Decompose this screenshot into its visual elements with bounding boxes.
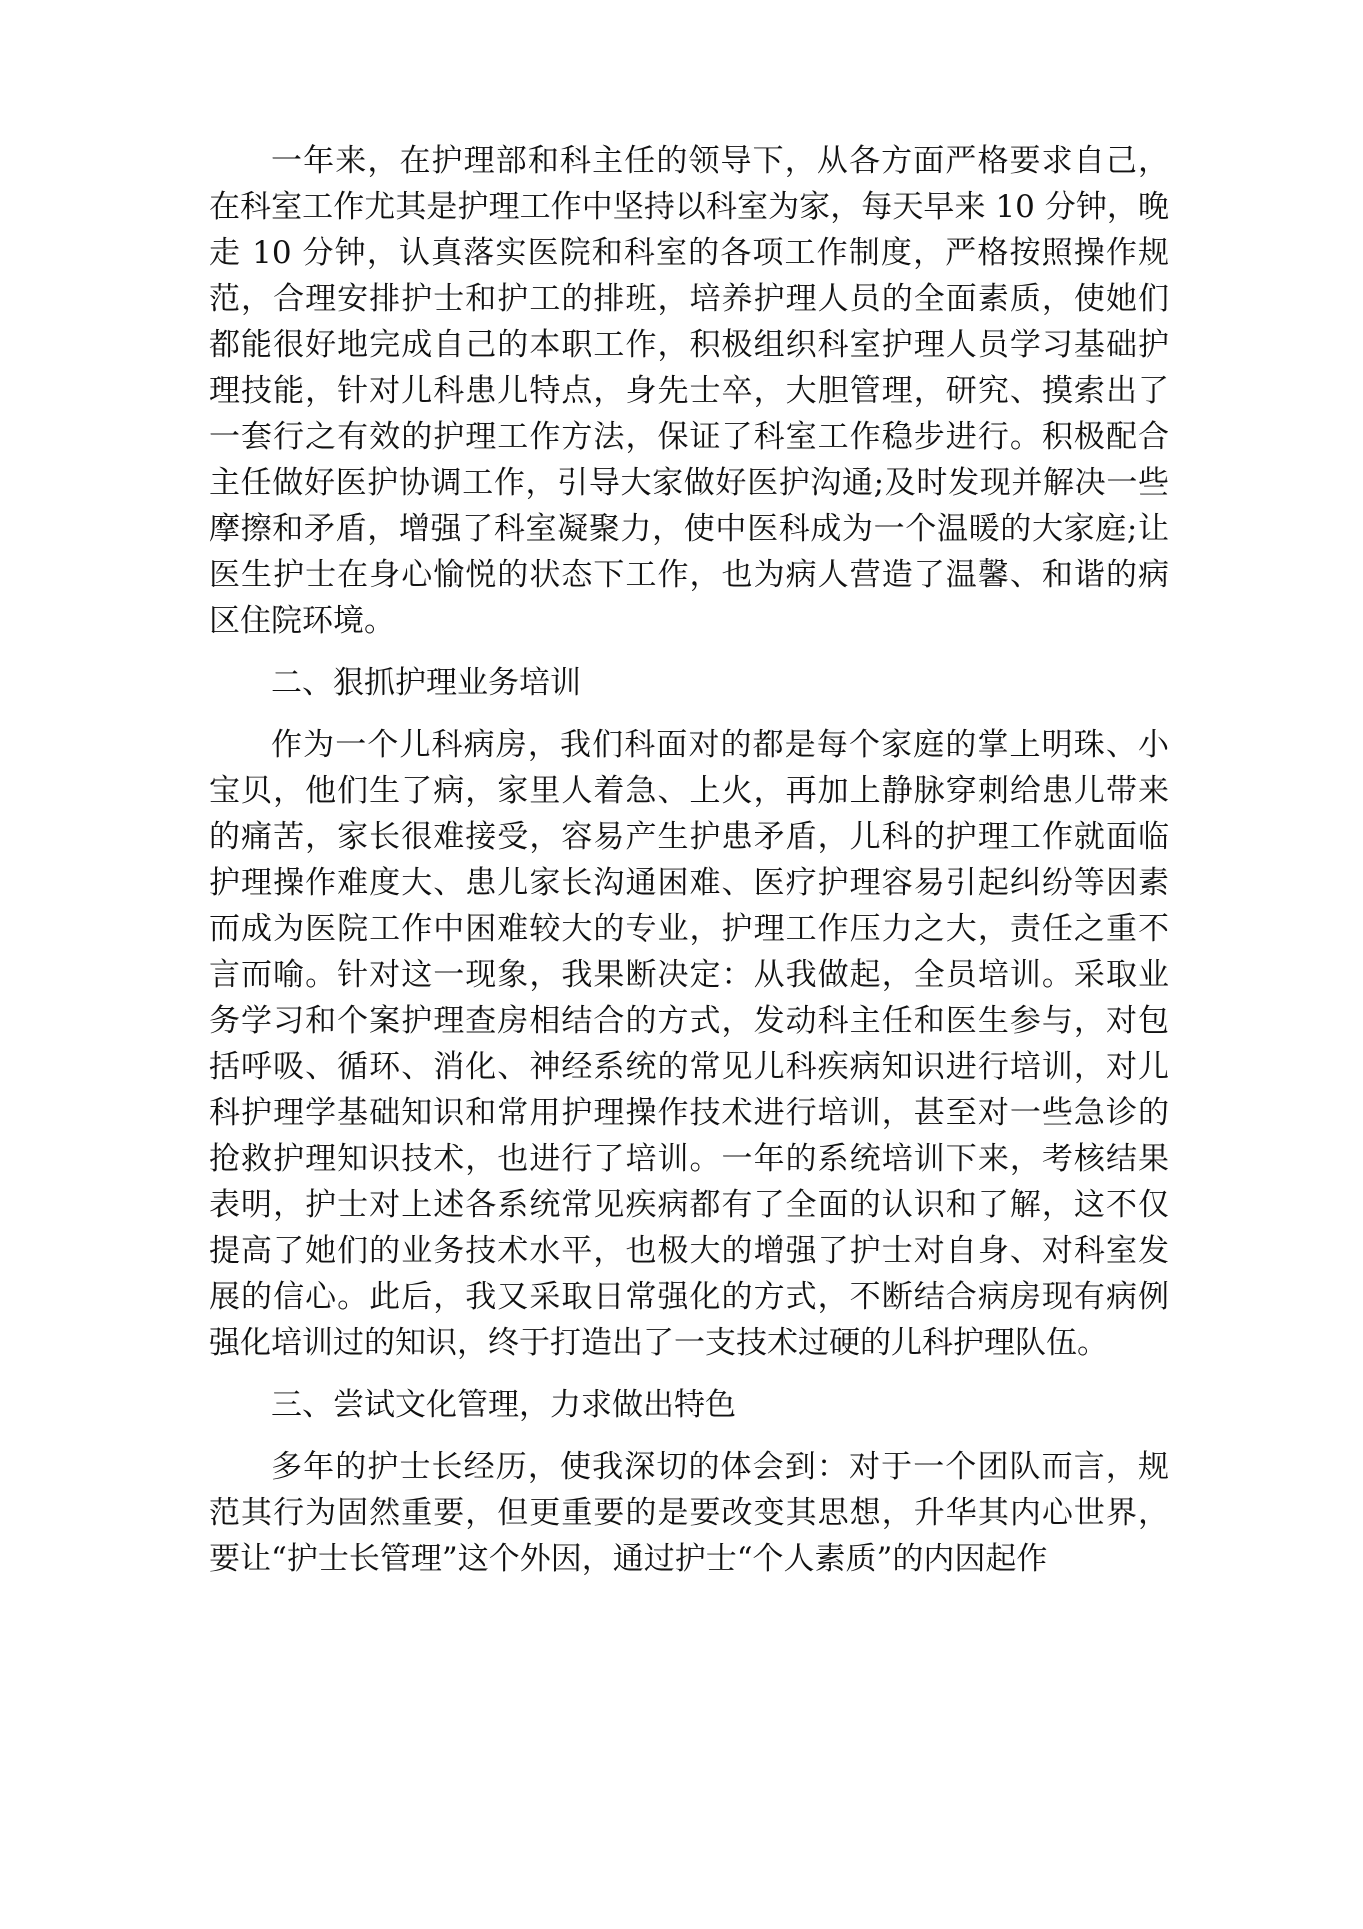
paragraph-training: 作为一个儿科病房，我们科面对的都是每个家庭的掌上明珠、小宝贝，他们生了病，家里人着急、上火，再加上静脉穿刺给患儿带来的痛苦，家长很难接受，容易产生护患矛盾，儿科的护理工作就面临护理操作难度大、患儿家长沟通困难、医疗护理容易引起纠纷等因素而成为医院工作中困难较大的专业，护理工作压力之大，责任之重不言而喻。针对这一现象，我果断决定：从我做起，全员培训。采取业务学习和个案护理查房相结合的方式，发动科主任和医生参与，对包括呼吸、循环、消化、神经系统的常见儿科疾病知识进行培训，对儿科护理学基础知识和常用护理操作技术进行培训，甚至对一些急诊的抢救护理知识技术，也进行了培训。一年的系统培训下来，考核结果表明，护士对上述各系统常见疾病都有了全面的认识和了解，这不仅提高了她们的业务技术水平，也极大的增强了护士对自身、对科室发展的信心。此后，我又采取日常强化的方式，不断结合病房现有病例强化培训过的知识，终于打造出了一支技术过硬的儿科护理队伍。: [209, 727, 1169, 1361]
paragraph-intro: 一年来，在护理部和科主任的领导下，从各方面严格要求自己，在科室工作尤其是护理工作中坚持以科室为家，每天早来 10 分钟，晚走 10 分钟，认真落实医院和科室的各项工作制度，严格按照操作规范，合理安排护士和护工的排班，培养护理人员的全面素质，使她们都能很好地完成自己的本职工作，积极组织科室护理人员学习基础护理技能，针对儿科患儿特点，身先士卒，大胆管理，研究、摸索出了一套行之有效的护理工作方法，保证了科室工作稳步进行。积极配合主任做好医护协调工作，引导大家做好医护沟通;及时发现并解决一些摩擦和矛盾，增强了科室凝聚力，使中医科成为一个温暖的大家庭;让医生护士在身心愉悦的状态下工作，也为病人营造了温馨、和谐的病区住院环境。: [209, 143, 1169, 639]
paragraph-culture: 多年的护士长经历，使我深切的体会到：对于一个团队而言，规范其行为固然重要，但更重要的是要改变其思想，升华其内心世界，要让“护士长管理”这个外因，通过护士“个人素质”的内因起作: [209, 1449, 1169, 1577]
section-heading-culture: 三、尝试文化管理，力求做出特色: [271, 1387, 736, 1423]
section-heading-training: 二、狠抓护理业务培训: [271, 665, 581, 701]
document-body: [209, 138, 1169, 1582]
